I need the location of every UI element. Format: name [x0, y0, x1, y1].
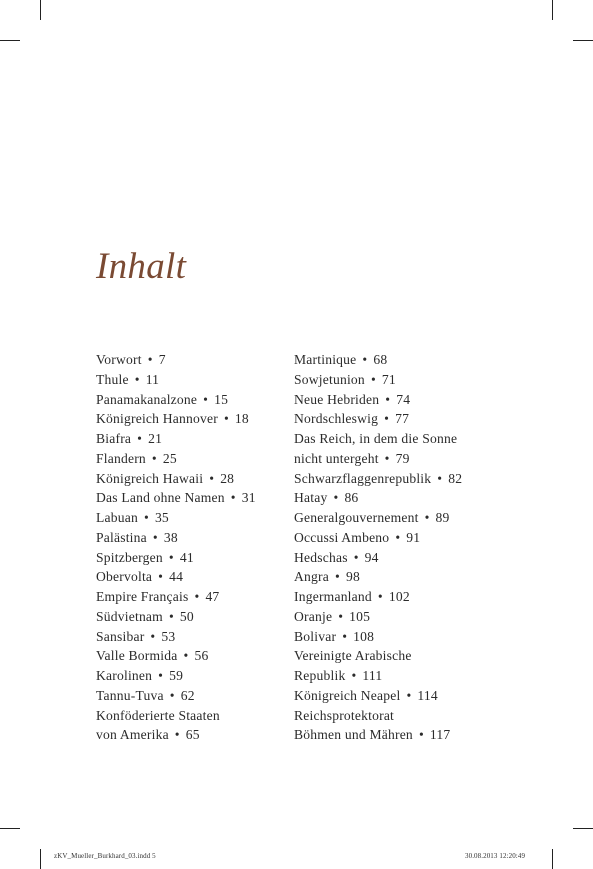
toc-entry-page-number: 59	[169, 668, 184, 683]
toc-entry-title: Labuan	[96, 510, 138, 525]
crop-mark-bottom-right-vertical	[552, 849, 553, 869]
toc-entry-title: Neue Hebriden	[294, 391, 380, 407]
toc-entry-page-number: 50	[179, 608, 194, 624]
toc-entry-page-number: 77	[395, 411, 410, 427]
toc-entry-page-number: 65	[185, 727, 200, 743]
toc-entry-page-number: 94	[364, 549, 379, 565]
toc-entry-title: Thule	[96, 371, 129, 387]
toc-entry-title: Königreich Hawaii	[96, 470, 204, 486]
toc-entry-page-number: 41	[179, 549, 194, 565]
crop-mark-top-right-horizontal	[573, 40, 593, 41]
toc-entry-title: Spitzbergen	[96, 549, 163, 565]
toc-entry-page-number: 102	[388, 589, 410, 604]
toc-entry-title: Königreich Neapel	[294, 687, 401, 703]
toc-entry-page-number: 47	[205, 589, 220, 604]
toc-entry	[294, 449, 462, 469]
toc-entry	[96, 587, 256, 607]
bullet-separator: •	[158, 569, 164, 585]
toc-entry	[96, 449, 256, 469]
toc-entry-title: Schwarzflaggenrepublik	[294, 470, 432, 486]
toc-entry	[96, 666, 256, 686]
toc-entry-title: Flandern	[96, 450, 146, 466]
bullet-separator: •	[351, 668, 357, 683]
bullet-separator: •	[151, 450, 157, 466]
toc-entry-title: Occussi Ambeno	[294, 529, 390, 545]
toc-entry	[96, 370, 256, 390]
toc-entry	[294, 627, 462, 647]
crop-mark-bottom-left-vertical	[40, 849, 41, 869]
toc-entry-page-number: 105	[349, 608, 371, 624]
toc-entry	[294, 706, 462, 726]
toc-entry-title: Angra	[294, 569, 329, 585]
toc-entry-title: Hedschas	[294, 549, 348, 565]
toc-entry	[294, 528, 462, 548]
toc-entry-title: Konföderierte Staaten	[96, 707, 220, 723]
toc-entry-title: nicht untergeht	[294, 450, 379, 466]
toc-entry	[294, 488, 462, 508]
toc-entry-title: Nordschleswig	[294, 411, 379, 427]
toc-entry-page-number: 68	[373, 352, 388, 367]
toc-entry	[294, 429, 462, 449]
bullet-separator: •	[223, 411, 229, 427]
toc-entry-title: Obervolta	[96, 569, 153, 585]
toc-entry	[96, 488, 256, 508]
bullet-separator: •	[143, 510, 149, 525]
toc-entry-title: Panamakanalzone	[96, 391, 198, 407]
bullet-separator: •	[406, 687, 412, 703]
toc-entry-page-number: 56	[194, 648, 209, 664]
toc-entry-page-number: 18	[234, 411, 249, 427]
crop-mark-top-right-vertical	[552, 0, 553, 20]
crop-mark-bottom-left-horizontal	[0, 828, 20, 829]
toc-entry-page-number: 98	[345, 569, 360, 585]
bullet-separator: •	[437, 470, 443, 486]
bullet-separator: •	[377, 589, 383, 604]
toc-entry	[294, 370, 462, 390]
toc-entry-page-number: 31	[241, 490, 256, 506]
toc-entry	[294, 548, 462, 568]
toc-entry-page-number: 15	[214, 391, 229, 407]
slug-datetime: 30.08.2013 12:20:49	[465, 852, 526, 860]
bullet-separator: •	[230, 490, 236, 506]
toc-entry	[96, 725, 256, 745]
toc-entry-page-number: 28	[220, 470, 235, 486]
toc-entry-page-number: 86	[344, 490, 359, 506]
toc-entry-title: von Amerika	[96, 727, 169, 743]
crop-mark-bottom-right-horizontal	[573, 828, 593, 829]
toc-entry-title: Biafra	[96, 431, 132, 446]
toc-entry	[96, 567, 256, 587]
toc-entry	[294, 409, 462, 429]
bullet-separator: •	[362, 352, 368, 367]
toc-right-column	[294, 350, 462, 745]
toc-entry-page-number: 44	[169, 569, 184, 585]
toc-entry	[294, 686, 462, 706]
bullet-separator: •	[209, 470, 215, 486]
toc-entry-page-number: 53	[161, 628, 176, 644]
toc-entry-title: Reichsprotektorat	[294, 707, 395, 723]
toc-entry-page-number: 38	[163, 529, 178, 545]
toc-entry	[96, 409, 256, 429]
bullet-separator: •	[338, 608, 344, 624]
toc-entry-page-number: 114	[417, 687, 438, 703]
bullet-separator: •	[152, 529, 158, 545]
bullet-separator: •	[342, 628, 348, 644]
bullet-separator: •	[384, 411, 390, 427]
toc-entry-title: Böhmen und Mähren	[294, 727, 413, 743]
bullet-separator: •	[333, 490, 339, 506]
toc-entry	[294, 607, 462, 627]
toc-entry-page-number: 11	[145, 371, 160, 387]
toc-entry-title: Karolinen	[96, 668, 153, 683]
toc-entry-title: Ingermanland	[294, 589, 372, 604]
crop-mark-top-left-horizontal	[0, 40, 20, 41]
toc-entry	[96, 508, 256, 528]
bullet-separator: •	[137, 431, 143, 446]
toc-entry-title: Vereinigte Arabische	[294, 648, 412, 664]
toc-entry	[294, 390, 462, 410]
toc-entry-title: Sowjetunion	[294, 371, 365, 387]
toc-entry	[294, 469, 462, 489]
bullet-separator: •	[418, 727, 424, 743]
toc-entry-page-number: 71	[381, 371, 396, 387]
toc-entry-title: Republik	[294, 668, 346, 683]
toc-entry-page-number: 74	[396, 391, 411, 407]
bullet-separator: •	[395, 529, 401, 545]
toc-entry	[96, 350, 256, 370]
toc-entry-page-number: 82	[448, 470, 463, 486]
toc-left-column	[96, 350, 256, 745]
toc-entry	[96, 646, 256, 666]
toc-entry	[96, 686, 256, 706]
bullet-separator: •	[370, 371, 376, 387]
bullet-separator: •	[134, 371, 140, 387]
toc-entry-title: Empire Français	[96, 589, 189, 604]
toc-entry-title: Generalgouvernement	[294, 510, 419, 525]
bullet-separator: •	[150, 628, 156, 644]
toc-entry	[294, 646, 462, 666]
toc-entry	[96, 469, 256, 489]
toc-entry-title: Valle Bormida	[96, 648, 178, 664]
toc-entry-page-number: 108	[353, 628, 375, 644]
toc-entry-title: Vorwort	[96, 352, 142, 367]
page-title: Inhalt	[96, 246, 187, 287]
toc-entry	[294, 567, 462, 587]
toc-entry-page-number: 117	[429, 727, 451, 743]
toc-entry-title: Palästina	[96, 529, 147, 545]
bullet-separator: •	[174, 727, 180, 743]
bullet-separator: •	[168, 608, 174, 624]
toc-entry	[294, 350, 462, 370]
bullet-separator: •	[147, 352, 153, 367]
toc-entry-page-number: 79	[395, 450, 410, 466]
toc-entry-page-number: 7	[158, 352, 166, 367]
bullet-separator: •	[424, 510, 430, 525]
toc-entry-title: Sansibar	[96, 628, 145, 644]
bullet-separator: •	[168, 549, 174, 565]
toc-entry-title: Königreich Hannover	[96, 411, 218, 427]
toc-entry-title: Das Land ohne Namen	[96, 490, 225, 506]
toc-entry-page-number: 35	[154, 510, 169, 525]
toc-entry	[96, 548, 256, 568]
toc-entry-title: Oranje	[294, 608, 333, 624]
toc-entry-title: Südvietnam	[96, 608, 163, 624]
toc-entry	[96, 528, 256, 548]
toc-entry	[294, 587, 462, 607]
bullet-separator: •	[158, 668, 164, 683]
toc-entry	[96, 706, 256, 726]
bullet-separator: •	[183, 648, 189, 664]
bullet-separator: •	[353, 549, 359, 565]
toc-entry-title: Das Reich, in dem die Sonne	[294, 431, 458, 446]
toc-entry-page-number: 21	[148, 431, 163, 446]
toc-entry-page-number: 91	[406, 529, 421, 545]
toc-entry-page-number: 25	[162, 450, 177, 466]
toc-entry	[96, 390, 256, 410]
toc-entry	[294, 508, 462, 528]
toc-entry	[96, 627, 256, 647]
bullet-separator: •	[334, 569, 340, 585]
toc-entry-title: Hatay	[294, 490, 328, 506]
bullet-separator: •	[169, 687, 175, 703]
toc-entry	[96, 429, 256, 449]
toc-entry-page-number: 62	[180, 687, 195, 703]
toc-entry-page-number: 111	[362, 668, 383, 683]
bullet-separator: •	[385, 391, 391, 407]
bullet-separator: •	[194, 589, 200, 604]
toc-entry-title: Bolivar	[294, 628, 337, 644]
slug-file-info: zKV_Mueller_Burkhard_03.indd 5	[54, 852, 156, 860]
bullet-separator: •	[384, 450, 390, 466]
toc-entry-page-number: 89	[435, 510, 450, 525]
toc-entry-title: Tannu-Tuva	[96, 687, 164, 703]
toc-entry	[294, 725, 462, 745]
crop-mark-top-left-vertical	[40, 0, 41, 20]
toc-entry-title: Martinique	[294, 352, 357, 367]
toc-entry	[96, 607, 256, 627]
bullet-separator: •	[203, 391, 209, 407]
toc-entry	[294, 666, 462, 686]
